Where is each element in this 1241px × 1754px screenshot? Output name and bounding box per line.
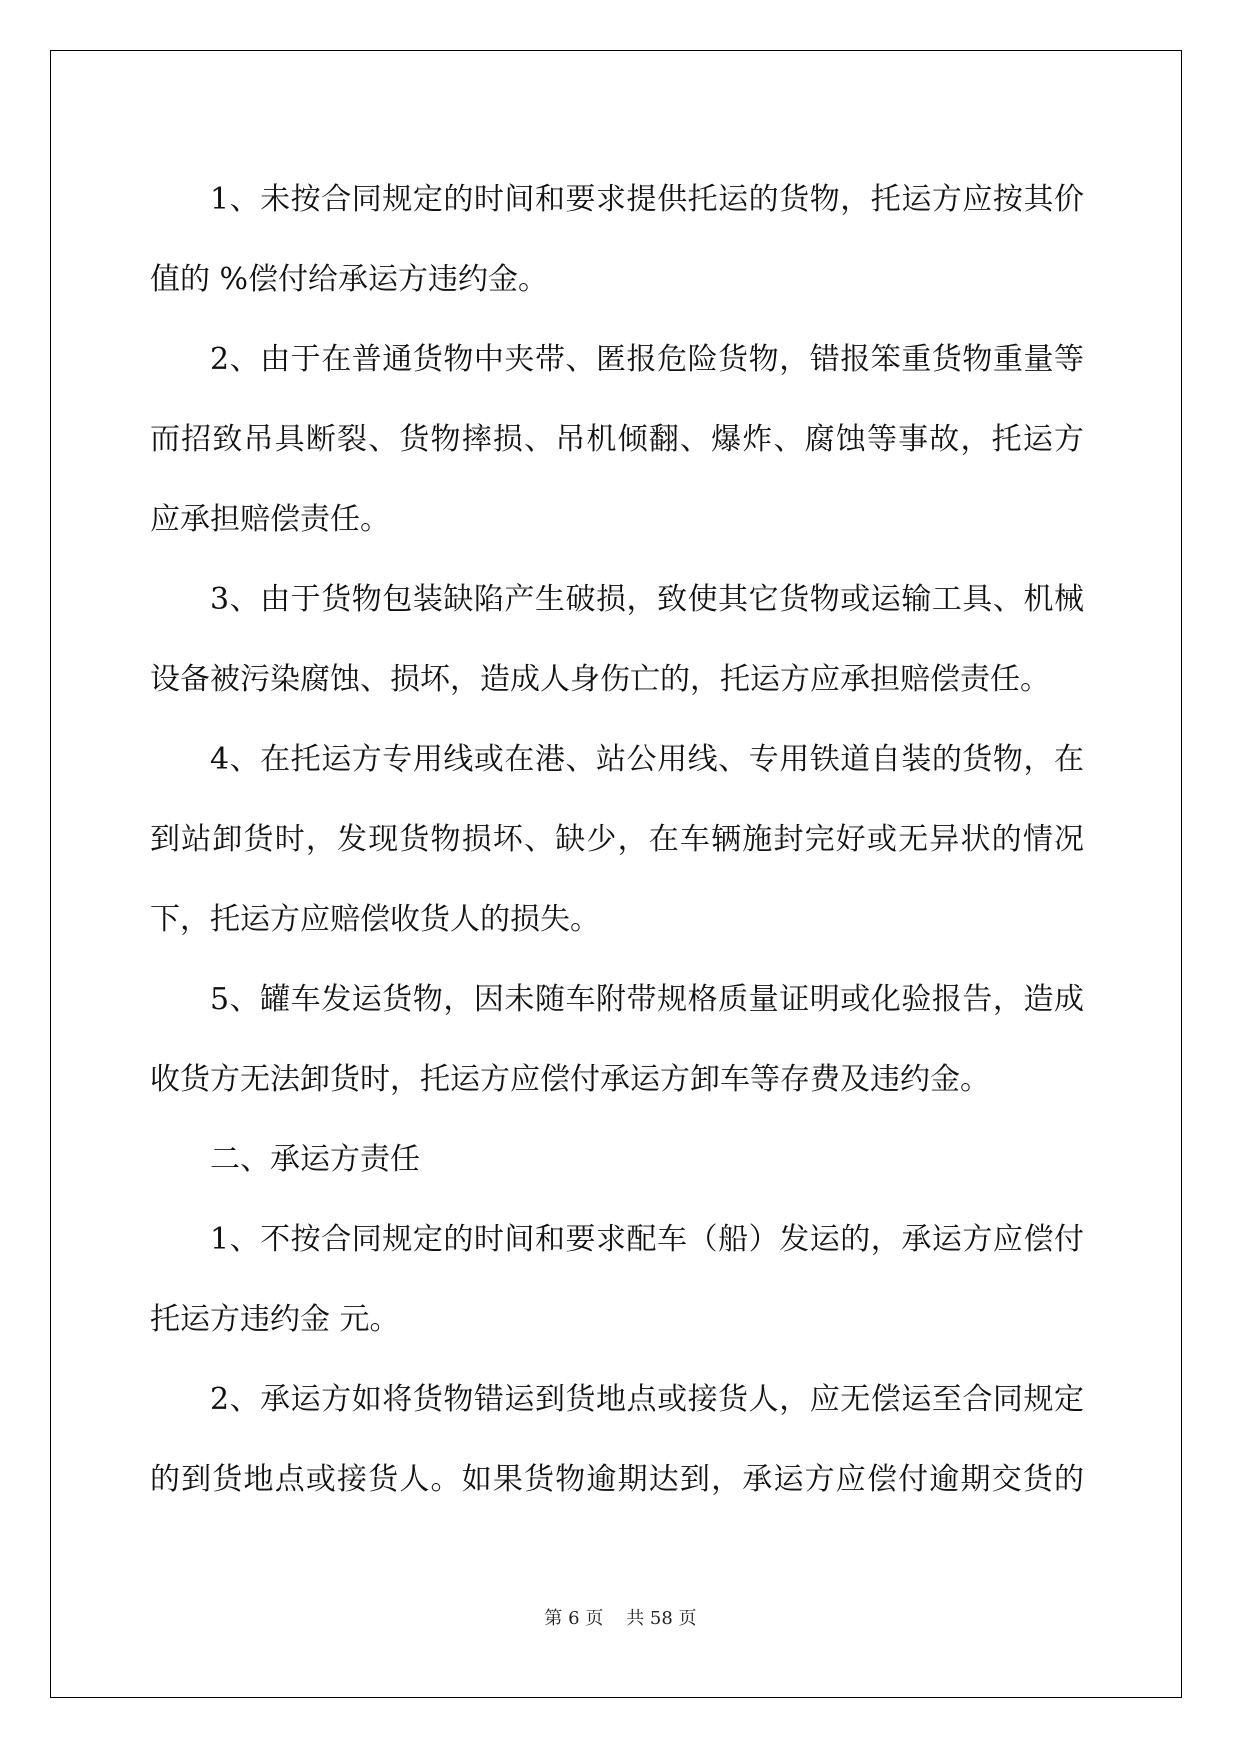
text-line: 2、承运方如将货物错运到货地点或接货人，应无偿运至合同规定: [210, 1382, 1084, 1417]
text-line: 下，托运方应赔偿收货人的损失。: [150, 902, 600, 937]
text-line: 应承担赔偿责任。: [150, 502, 390, 537]
text-line: 二、承运方责任: [210, 1142, 420, 1177]
text-line: 设备被污染腐蚀、损坏，造成人身伤亡的，托运方应承担赔偿责任。: [150, 662, 1050, 697]
paragraph: [150, 1200, 1084, 1360]
paragraph: [150, 1360, 1084, 1520]
text-line: 1、不按合同规定的时间和要求配车（船）发运的，承运方应偿付: [210, 1222, 1084, 1257]
text-line: 2、由于在普通货物中夹带、匿报危险货物，错报笨重货物重量等: [210, 342, 1084, 377]
paragraph: [150, 160, 1084, 320]
page-number: 第 6 页 共 58 页: [544, 1608, 697, 1629]
text-line: 值的 %偿付给承运方违约金。: [150, 262, 549, 297]
text-line: 4、在托运方专用线或在港、站公用线、专用铁道自装的货物，在: [210, 742, 1084, 777]
text-line: 1、未按合同规定的时间和要求提供托运的货物，托运方应按其价: [210, 182, 1084, 217]
text-line: 托运方违约金 元。: [150, 1302, 400, 1337]
text-line: 收货方无法卸货时，托运方应偿付承运方卸车等存费及违约金。: [150, 1062, 990, 1097]
paragraph: [150, 560, 1084, 720]
text-line: 而招致吊具断裂、货物摔损、吊机倾翻、爆炸、腐蚀等事故，托运方: [150, 422, 1084, 457]
document-body: [150, 160, 1084, 1520]
paragraph: [150, 320, 1084, 560]
text-line: 的到货地点或接货人。如果货物逾期达到，承运方应偿付逾期交货的: [150, 1462, 1084, 1497]
section-heading: [150, 1120, 1084, 1200]
text-line: 3、由于货物包装缺陷产生破损，致使其它货物或运输工具、机械: [210, 582, 1084, 617]
paragraph: [150, 960, 1084, 1120]
paragraph: [150, 720, 1084, 960]
page-footer: [0, 1604, 1241, 1630]
text-line: 到站卸货时，发现货物损坏、缺少，在车辆施封完好或无异状的情况: [150, 822, 1084, 857]
text-line: 5、罐车发运货物，因未随车附带规格质量证明或化验报告，造成: [210, 982, 1084, 1017]
